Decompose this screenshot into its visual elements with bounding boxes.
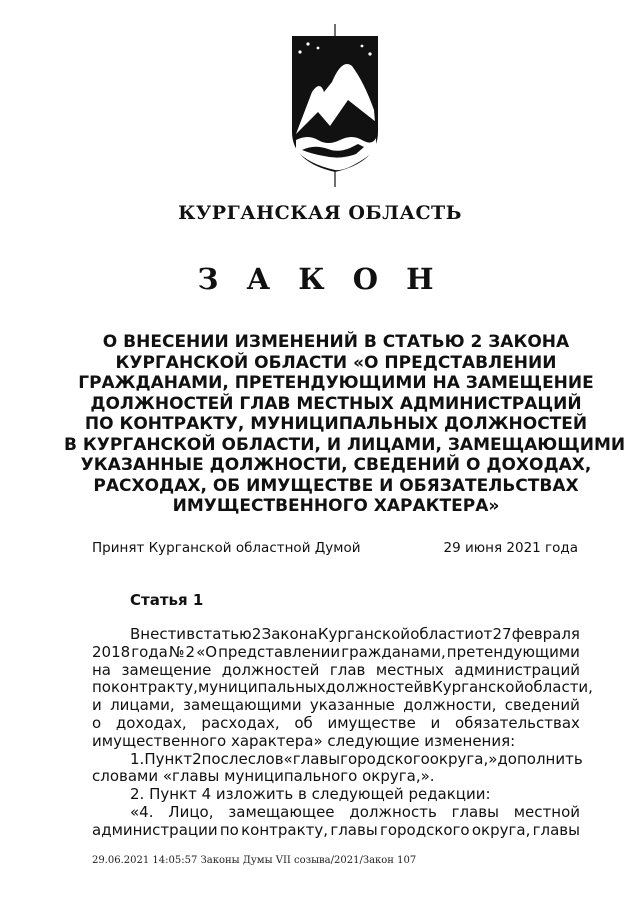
body-line [92,749,583,769]
body-word: претендующими [446,642,580,661]
document-type: З А К О Н [197,262,443,296]
body-word: расходах, [201,713,280,732]
body-word: городского [340,749,430,768]
body-word: главы [451,802,499,821]
footer-stamp: 29.06.2021 14:05:57 Законы Думы VII созыва/2021/Закон 107 [92,855,417,866]
body-word: «главы [283,749,341,768]
body-word: от [474,625,493,643]
body-word: Курганской [317,625,410,643]
region-name: КУРГАНСКАЯ ОБЛАСТЬ [178,202,462,224]
body-word: глав [329,660,366,679]
body-word: 27 [492,625,512,643]
body-word: по [219,820,239,839]
title-line: КУРГАНСКОЙ ОБЛАСТИ «О ПРЕДСТАВЛЕНИИ [115,352,557,373]
body-line [92,678,593,697]
body-word: и [92,696,102,715]
body-word: имущественного характера» следующие изменения: [92,731,516,750]
body-word: контракту, [110,678,198,697]
body-line [92,786,580,804]
title-line: УКАЗАННЫЕ ДОЛЖНОСТИ, СВЕДЕНИЙ О ДОХОДАХ, [80,455,592,475]
body-word: «4. [130,802,154,821]
body-word: контракту, [241,820,329,839]
title-line: О ВНЕСЕНИИ ИЗМЕНЕНИЙ В СТАТЬЮ 2 ЗАКОНА [102,332,570,352]
body-word: 1. [130,749,145,768]
body-word: должностей [325,678,424,697]
body-word: сведений [504,696,580,715]
title-line: ГРАЖДАНАМИ, ПРЕТЕНДУЮЩИМИ НА ЗАМЕЩЕНИЕ [78,373,594,393]
body-line [92,715,580,733]
body-line [92,822,580,840]
body-word: главы [532,820,580,839]
body-word: городского [379,820,470,839]
body-word: слов [247,749,284,768]
title-line: ДОЛЖНОСТЕЙ ГЛАВ МЕСТНЫХ АДМИНИСТРАЦИЙ [90,393,582,414]
body-word: 2 [251,625,262,643]
body-word: на [92,660,111,679]
body-word: замещающими [182,696,302,715]
body-word: в [186,625,196,643]
body-word: лицами, [110,696,175,715]
body-word: о [92,713,102,732]
body-word: «О [196,642,218,661]
body-word: гражданами, [341,642,446,661]
body-word: администраций [454,660,580,679]
adopted-by: Принят Курганской областной Думой [92,540,361,556]
body-word: округа,» [429,749,498,768]
body-word: и [430,713,441,732]
body-word: февраля [511,625,580,643]
article-body [92,625,593,840]
body-word: в [423,678,433,697]
adoption-date: 29 июня 2021 года [443,540,578,556]
body-word: замещение [121,660,212,679]
body-word: по [92,678,111,697]
title-line: ПО КОНТРАКТУ, МУНИЦИПАЛЬНЫХ ДОЛЖНОСТЕЙ [84,414,588,434]
body-line [92,644,580,662]
body-word: 2 [185,642,196,661]
title-line: ИМУЩЕСТВЕННОГО ХАРАКТЕРА» [172,496,500,516]
body-line [92,804,580,822]
body-word: главы [330,820,378,839]
title-line: РАСХОДАХ, ОБ ИМУЩЕСТВЕ И ОБЯЗАТЕЛЬСТВАХ [93,475,579,496]
body-word: администрации [92,820,218,839]
body-word: дополнить [497,749,583,768]
law-title [64,332,626,517]
body-word: № [168,642,185,661]
body-line [92,697,580,715]
coat-of-arms-emblem [288,22,384,190]
body-word: 2. Пункт 4 изложить в следующей редакции: [130,785,491,804]
body-word: муниципальных [197,678,326,697]
body-word: года [131,642,168,661]
body-word: Пункт [144,749,193,768]
body-word: указанные [309,696,395,715]
body-word: после [201,749,248,768]
body-word: местных [375,660,444,679]
body-word: статью [195,625,252,643]
body-word: доходах, [115,713,187,732]
body-word: замещающее [228,802,335,821]
body-line [92,662,580,680]
body-word: имуществе [327,713,416,732]
body-word: словами «главы муниципального округа,». [92,767,435,786]
body-word: должность [349,802,437,821]
body-word: области [410,625,475,643]
body-word: об [294,713,313,732]
body-word: местной [513,802,580,821]
body-word: обязательствах [455,713,580,732]
body-word: 2018 [92,642,131,661]
body-line [92,626,580,644]
body-word: 2 [192,749,202,768]
body-word: округа, [471,820,531,839]
body-word: Внести [130,625,187,643]
body-word: Закона [261,625,318,643]
body-word: представлении [218,642,341,661]
body-word: Курганской [432,678,525,697]
title-line: В КУРГАНСКОЙ ОБЛАСТИ, И ЛИЦАМИ, ЗАМЕЩАЮЩИМИ [64,434,626,455]
body-word: должности, [403,696,497,715]
body-line [92,768,580,786]
article-heading: Статья 1 [130,591,204,609]
body-word: Лицо, [168,802,214,821]
body-line [92,733,580,751]
body-word: должностей [221,660,320,679]
body-word: области, [524,678,593,697]
